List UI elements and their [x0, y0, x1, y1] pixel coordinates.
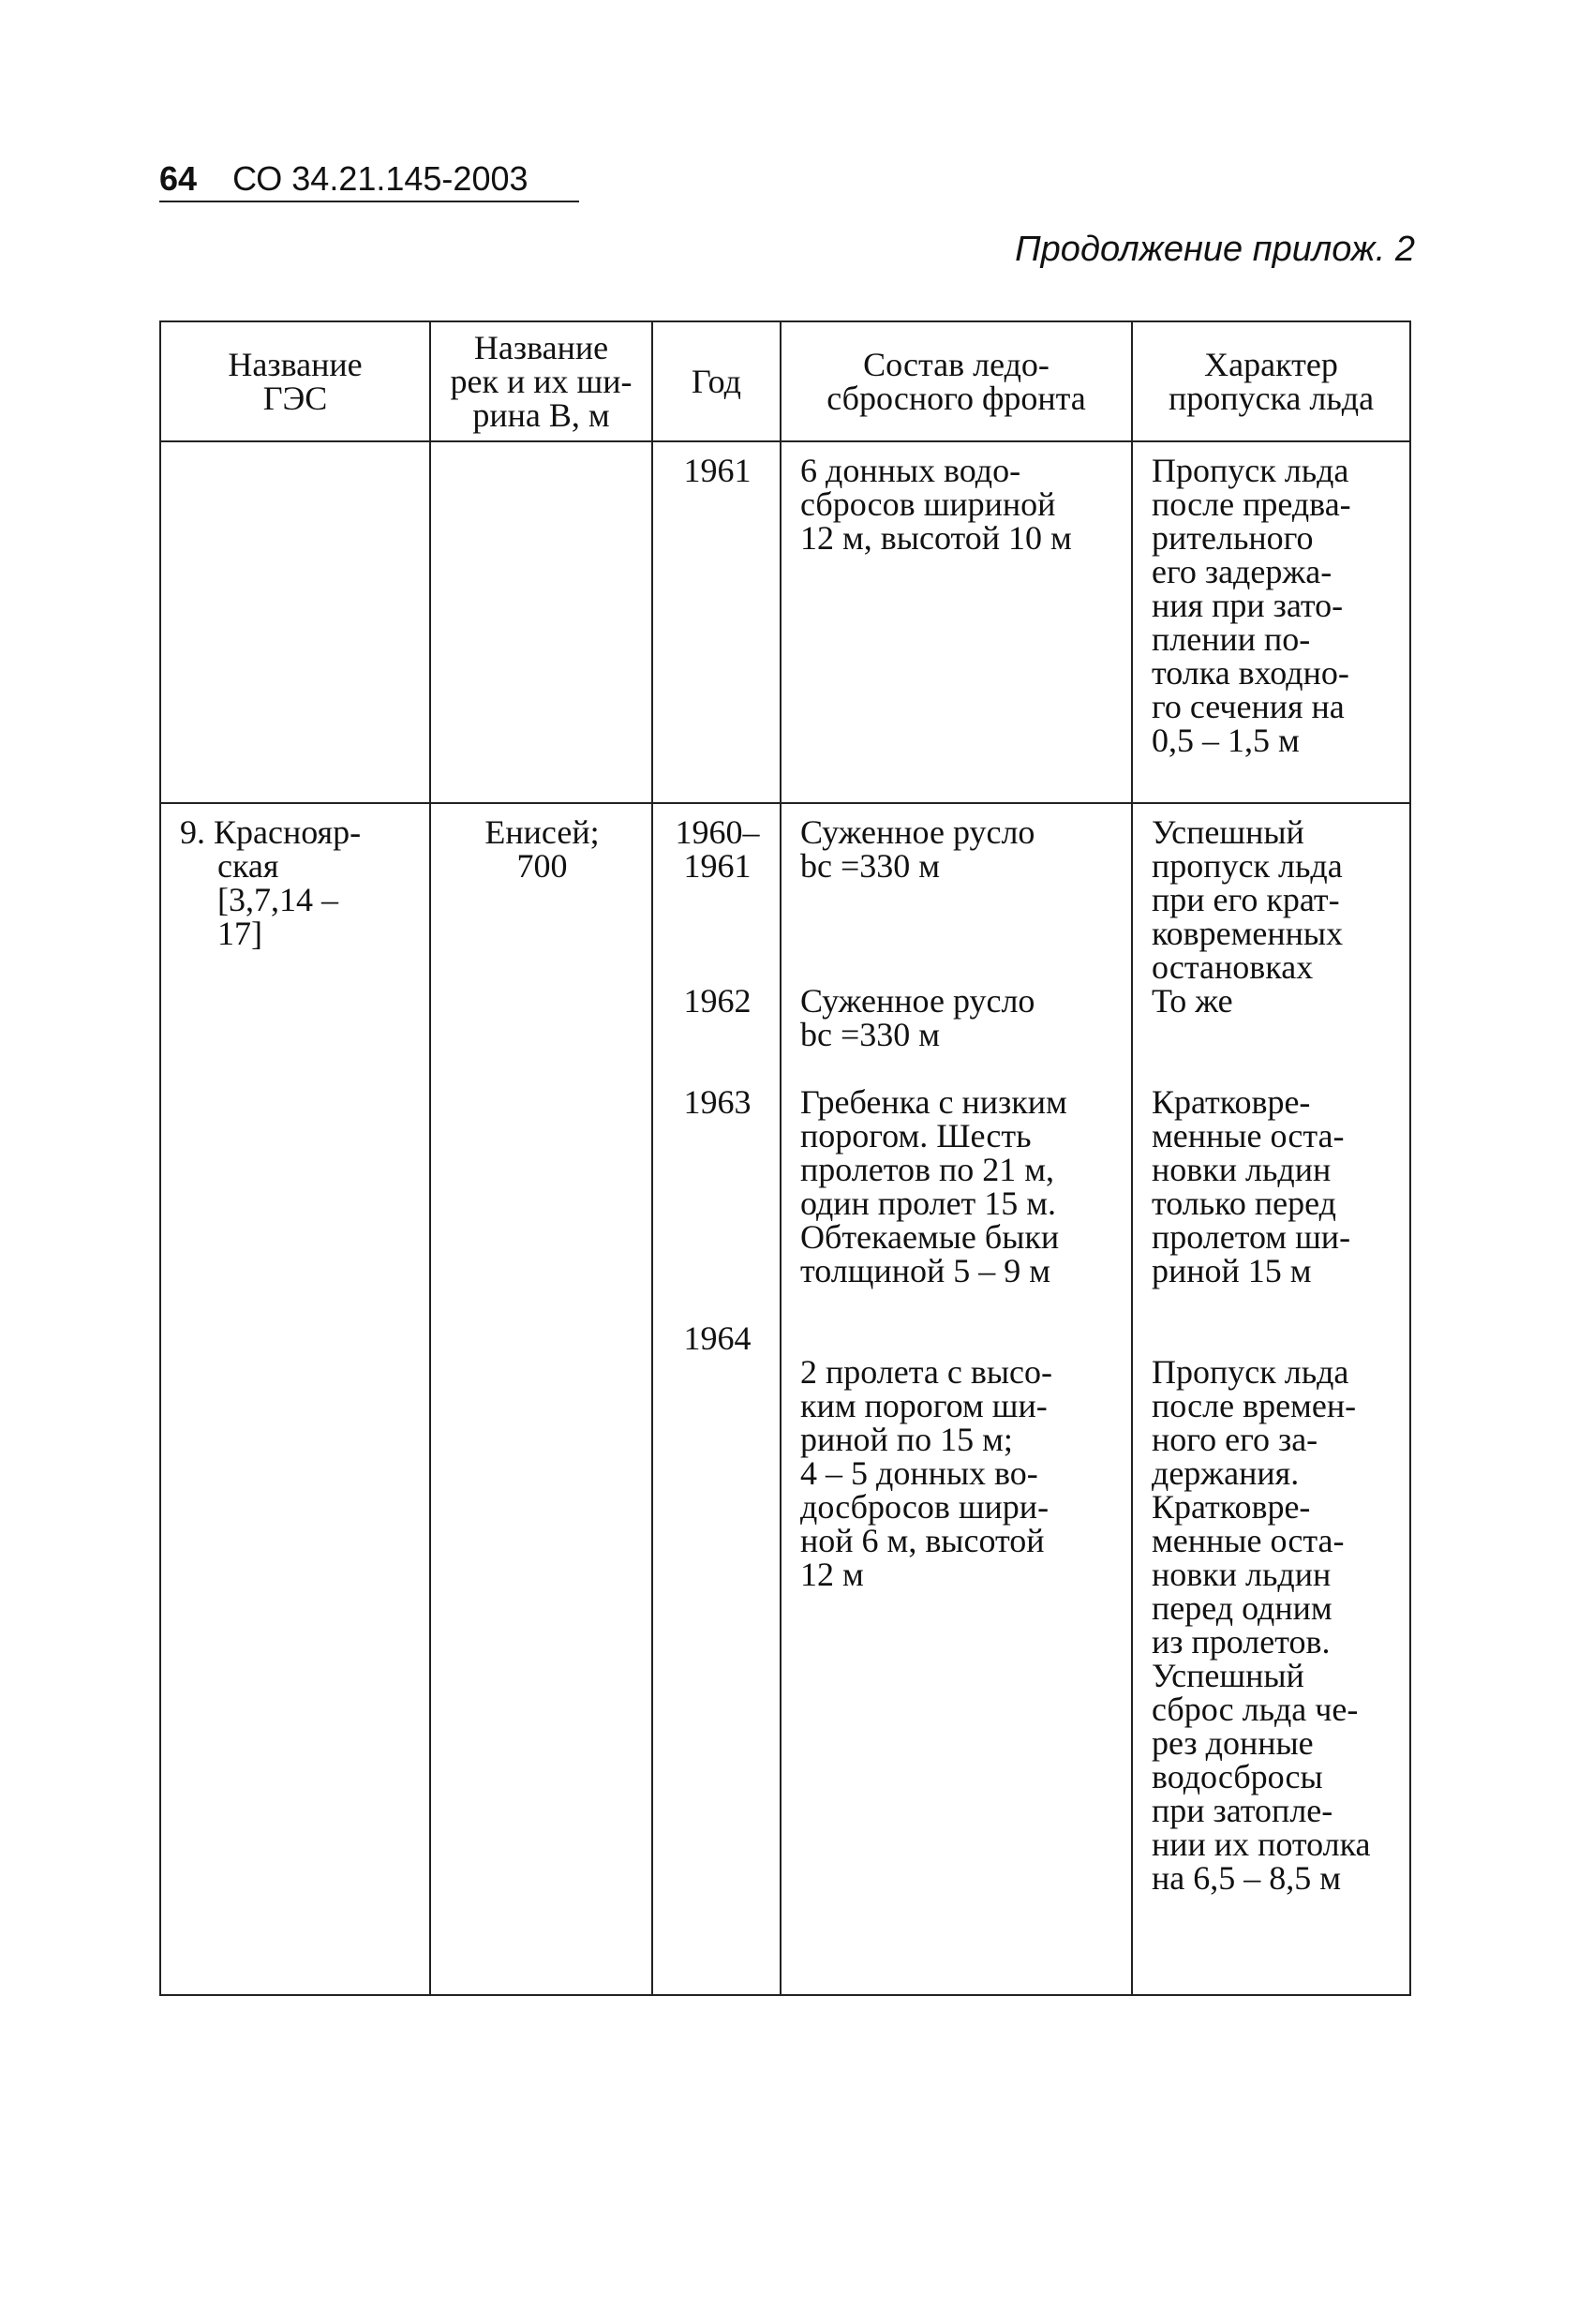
- station-reference: 17]: [217, 915, 262, 952]
- character-text: То же: [1152, 982, 1233, 1020]
- year-text: 1962: [683, 982, 752, 1020]
- character-entry: [1152, 1355, 1392, 1895]
- front-text: один пролет 15 м.: [800, 1184, 1057, 1222]
- table-row: [160, 441, 1410, 803]
- station-text: 9. Краснояр-: [180, 813, 362, 851]
- header-line: Название: [473, 329, 609, 366]
- year-text: 1961: [683, 847, 752, 885]
- character-text: ковременных: [1152, 915, 1344, 952]
- character-text: остановках: [1152, 948, 1314, 986]
- cell-ice-pass-character: [1132, 803, 1410, 1995]
- character-entry: [1152, 815, 1392, 984]
- river-text: Енисей;: [484, 813, 600, 851]
- year-text: 1964: [683, 1319, 752, 1357]
- front-entry: [800, 984, 1114, 1051]
- front-text: 12 м: [800, 1556, 864, 1593]
- character-text: рительного: [1152, 519, 1314, 557]
- character-text: после предва-: [1152, 485, 1351, 523]
- cell-station: [160, 803, 430, 1995]
- header-station-name: [160, 321, 430, 441]
- character-text: го сечения на: [1152, 688, 1345, 725]
- character-text: пропуск льда: [1152, 847, 1343, 885]
- character-text: водосбросы: [1152, 1758, 1323, 1795]
- front-text: риной по 15 м;: [800, 1421, 1013, 1458]
- character-text: Кратковре-: [1152, 1083, 1311, 1121]
- appendix-table: [159, 320, 1411, 1996]
- table-row: [160, 803, 1410, 1995]
- character-text: риной 15 м: [1152, 1252, 1312, 1289]
- header-ice-pass-character: [1132, 321, 1410, 441]
- character-text: перед одним: [1152, 1589, 1332, 1627]
- character-text: сброс льда че-: [1152, 1691, 1359, 1728]
- year-entry: [672, 1085, 763, 1119]
- cell-station: [160, 441, 430, 803]
- front-text: толщиной 5 – 9 м: [800, 1252, 1051, 1289]
- cell-river: [430, 441, 652, 803]
- character-text: новки льдин: [1152, 1556, 1332, 1593]
- year-entry: [672, 1321, 763, 1355]
- character-text: его задержа-: [1152, 553, 1332, 590]
- character-entry: [1152, 984, 1392, 1018]
- cell-river: [430, 803, 652, 1995]
- front-text: 12 м, высотой 10 м: [800, 519, 1072, 557]
- front-text: досбросов шири-: [800, 1488, 1050, 1526]
- character-text: нии их потолка: [1152, 1825, 1371, 1863]
- character-text: рез донные: [1152, 1724, 1314, 1762]
- front-text: bc =330 м: [800, 1016, 941, 1053]
- appendix-table-wrap: [159, 320, 1409, 1992]
- page-header: [159, 157, 579, 202]
- character-text: менные оста-: [1152, 1522, 1345, 1559]
- front-text: сбросов шириной: [800, 485, 1056, 523]
- character-text: Пропуск льда: [1152, 452, 1349, 489]
- front-text: ной 6 м, высотой: [800, 1522, 1045, 1559]
- front-text: пролетов по 21 м,: [800, 1151, 1055, 1188]
- front-text: ким порогом ши-: [800, 1387, 1048, 1424]
- front-text: 6 донных водо-: [800, 452, 1021, 489]
- header-line: Состав ледо-: [863, 346, 1050, 383]
- character-text: при его крат-: [1152, 881, 1340, 918]
- character-entry: [1152, 1085, 1392, 1288]
- header-line: сбросного фронта: [826, 380, 1086, 417]
- river-width: 700: [516, 847, 568, 885]
- character-text: Успешный: [1152, 813, 1304, 851]
- character-text: новки льдин: [1152, 1151, 1332, 1188]
- character-text: на 6,5 – 8,5 м: [1152, 1859, 1342, 1897]
- character-text: 0,5 – 1,5 м: [1152, 722, 1300, 759]
- front-text: порогом. Шесть: [800, 1117, 1032, 1155]
- header-line: Характер: [1204, 346, 1338, 383]
- header-line: Год: [692, 363, 741, 400]
- page-number: 64: [159, 159, 198, 198]
- header-line: ГЭС: [262, 380, 328, 417]
- front-entry: [800, 1355, 1114, 1591]
- front-text: Гребенка с низким: [800, 1083, 1067, 1121]
- front-text: Суженное русло: [800, 982, 1035, 1020]
- character-text: после времен-: [1152, 1387, 1357, 1424]
- cell-ice-pass-character: [1132, 441, 1410, 803]
- character-text: держания.: [1152, 1454, 1300, 1492]
- character-text: ния при зато-: [1152, 587, 1344, 624]
- front-text: bc =330 м: [800, 847, 941, 885]
- header-line: рек и их ши-: [450, 363, 633, 400]
- header-year: [652, 321, 781, 441]
- front-text: 2 пролета с высо-: [800, 1353, 1053, 1391]
- header-line: рина В, м: [472, 396, 610, 434]
- character-text: Успешный: [1152, 1657, 1304, 1694]
- character-text: ного его за-: [1152, 1421, 1318, 1458]
- character-text: менные оста-: [1152, 1117, 1345, 1155]
- station-text: ская: [217, 847, 279, 885]
- cell-ice-front: [781, 803, 1132, 1995]
- header-river-width: [430, 321, 652, 441]
- cell-year: [652, 441, 781, 803]
- character-text: при затопле-: [1152, 1792, 1333, 1829]
- character-text: Кратковре-: [1152, 1488, 1311, 1526]
- header-ice-front: [781, 321, 1132, 441]
- character-text: только перед: [1152, 1184, 1336, 1222]
- year-entry: [672, 984, 763, 1018]
- character-text: из пролетов.: [1152, 1623, 1331, 1661]
- header-line: Название: [228, 346, 363, 383]
- character-text: Пропуск льда: [1152, 1353, 1349, 1391]
- header-row: [160, 321, 1410, 441]
- character-text: плении по-: [1152, 620, 1311, 658]
- header-line: пропуска льда: [1168, 380, 1375, 417]
- year-text: 1961: [683, 452, 752, 489]
- front-text: Обтекаемые быки: [800, 1218, 1060, 1256]
- continuation-label: Продолжение прилож. 2: [1015, 230, 1415, 269]
- front-text: 4 – 5 донных во-: [800, 1454, 1038, 1492]
- cell-ice-front: [781, 441, 1132, 803]
- character-text: пролетом ши-: [1152, 1218, 1351, 1256]
- front-entry: [800, 815, 1114, 883]
- character-text: толка входно-: [1152, 654, 1349, 692]
- station-reference: [3,7,14 –: [217, 881, 338, 918]
- cell-year: [652, 803, 781, 1995]
- front-entry: [800, 1085, 1114, 1288]
- year-text: 1960–: [675, 813, 760, 851]
- year-entry: [672, 815, 763, 883]
- front-text: Суженное русло: [800, 813, 1035, 851]
- document-code: СО 34.21.145-2003: [232, 159, 529, 198]
- year-text: 1963: [683, 1083, 752, 1121]
